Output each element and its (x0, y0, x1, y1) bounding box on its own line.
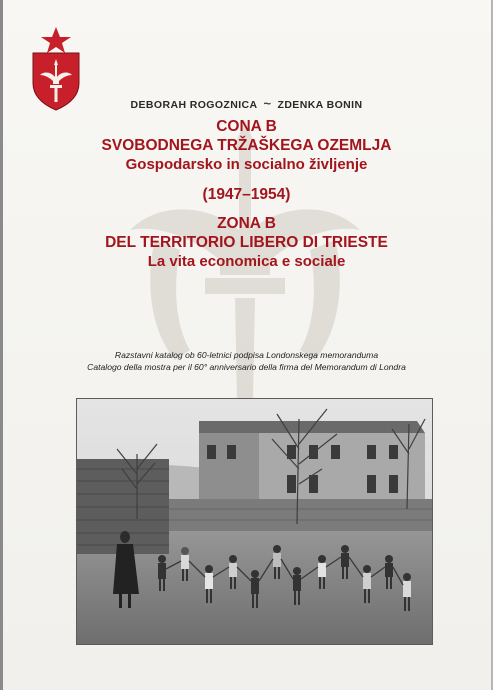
years-range: (1947–1954) (202, 186, 291, 203)
title-sl-subtitle: Gospodarsko in socialno življenje (125, 156, 368, 173)
author-second: ZDENKA BONIN (277, 99, 363, 111)
author-separator: ~ (263, 96, 272, 111)
authors-line (0, 96, 493, 111)
catalog-line-sl: Razstavni katalog ob 60-letnici podpisa Londonskega memoranduma (114, 350, 379, 360)
children-dancing-photo-icon (77, 399, 432, 644)
author-first: DEBORAH ROGOZNICA (130, 99, 258, 111)
title-sl-line2: SVOBODNEGA TRŽAŠKEGA OZEMLJA (101, 137, 392, 154)
title-it-line1: ZONA B (217, 215, 276, 232)
title-sl-line1: CONA B (216, 118, 277, 135)
title-it-line2: DEL TERRITORIO LIBERO DI TRIESTE (105, 234, 388, 251)
historical-photo (76, 398, 433, 645)
catalog-caption (0, 349, 493, 373)
title-it-subtitle: La vita economica e sociale (147, 253, 346, 270)
catalog-line-it: Catalogo della mostra per il 60° anniversario della firma del Memorandum di Londra (87, 362, 406, 372)
title-block (0, 117, 493, 271)
